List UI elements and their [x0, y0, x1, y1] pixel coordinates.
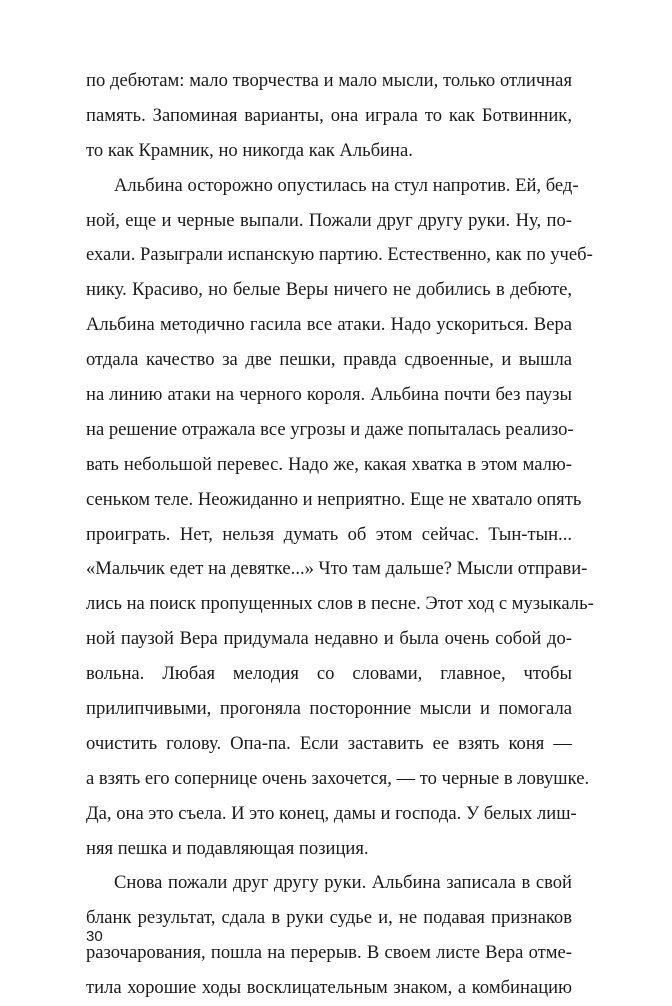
text-line: няя пешка и подавляющая позиция.	[86, 837, 369, 859]
text-line: бланк результат, сдала в руки судье и, не подавая признаков	[86, 907, 572, 929]
text-line: ехали. Разыграли испанскую партию. Естественно, как по учеб-	[86, 244, 593, 266]
text-line: Альбина осторожно опустилась на стул напротив. Ей, бед-	[114, 174, 579, 196]
text-line: по дебютам: мало творчества и мало мысли, только отличная	[86, 70, 572, 91]
text-line: память. Запоминая варианты, она играла то как Ботвинник,	[86, 104, 572, 126]
text-line: то как Крамник, но никогда как Альбина.	[86, 139, 413, 161]
text-line: «Мальчик едет на девятке...» Что там дальше? Мысли отправи-	[86, 558, 588, 580]
text-line: нику. Красиво, но белые Веры ничего не добились в дебюте,	[86, 279, 572, 301]
text-line: отдала качество за две пешки, правда сдвоенные, и вышла	[86, 349, 572, 371]
text-line: Да, она это съела. И это конец, дамы и господа. У белых лиш-	[86, 802, 577, 824]
text-line: на линию атаки на черного короля. Альбина почти без паузы	[86, 384, 572, 406]
text-line: очистить голову. Опа-па. Если заставить ее взять коня —	[86, 732, 572, 754]
page-number: 30	[86, 928, 103, 945]
text-line: разочарования, пошла на перерыв. В своем листе Вера отме-	[86, 942, 572, 964]
text-line: Альбина методично гасила все атаки. Надо ускориться. Вера	[86, 314, 572, 336]
text-line: вать небольшой перевес. Надо же, какая хватка в этом малю-	[86, 453, 572, 475]
text-line: на решение отражала все угрозы и даже попыталась реализо-	[86, 418, 574, 440]
text-line: Снова пожали друг другу руки. Альбина записала в свой	[114, 872, 572, 894]
text-line: проиграть. Нет, нельзя думать об этом сейчас. Тын-тын...	[86, 523, 572, 545]
text-line: а взять его сопернице очень захочется, — то черные в ловушке.	[86, 767, 590, 789]
text-line: сеньком теле. Неожиданно и неприятно. Еще не хватало опять	[86, 488, 582, 510]
body-text	[86, 64, 594, 1006]
text-line: ной паузой Вера придумала недавно и была очень собой до-	[86, 628, 572, 650]
text-line: лись на поиск пропущенных слов в песне. Этот ход с музыкаль-	[86, 593, 594, 615]
text-line: прилипчивыми, прогоняла посторонние мысли и помогала	[86, 698, 572, 720]
text-line: вольна. Любая мелодия со словами, главное, чтобы	[86, 663, 572, 685]
text-line: тила хорошие ходы восклицательным знаком, а комбинацию	[86, 977, 572, 999]
text-line: ной, еще и черные выпали. Пожали друг другу руки. Ну, по-	[86, 209, 572, 231]
